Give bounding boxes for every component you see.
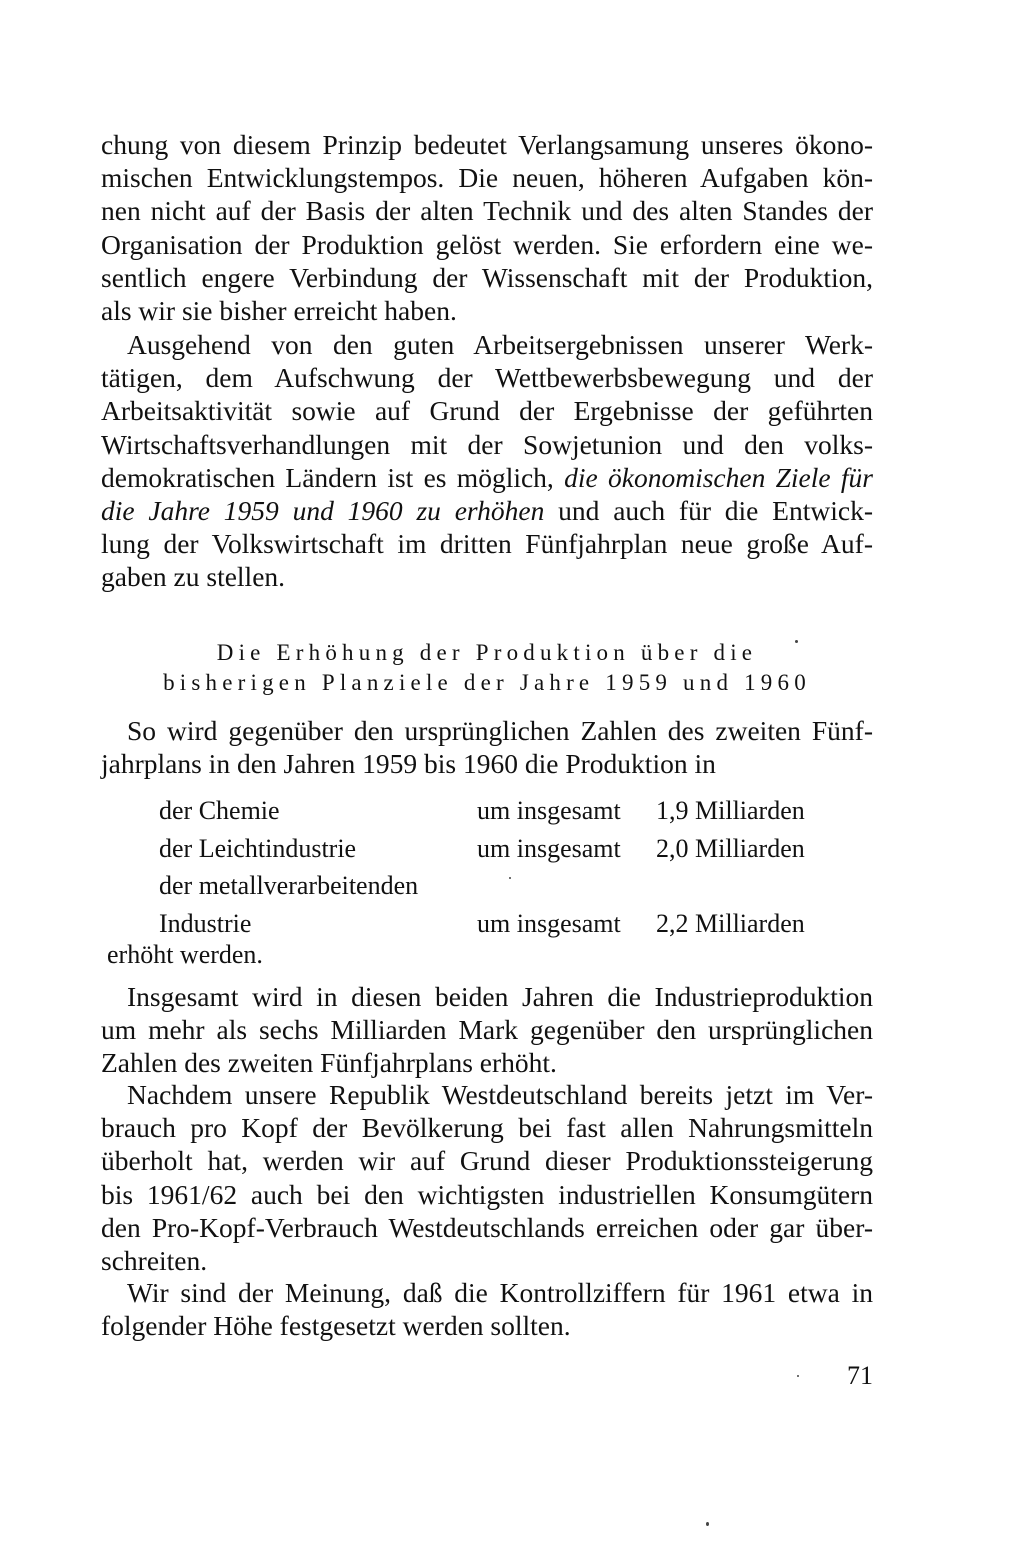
section-heading-line-1: Die Erhöhung der Produktion über die [216, 640, 758, 665]
production-increase-table [159, 792, 873, 942]
amount-cell: 2,0 Milliarden [656, 833, 805, 863]
paragraph-total-increase [101, 980, 873, 1080]
text-line: Ausgehend von den guten Arbeitsergebnissen unserer Werk- [127, 329, 873, 360]
text-line: als wir sie bisher erreicht haben. [101, 295, 457, 327]
paragraph-continuation [101, 128, 873, 327]
sector-cell: Industrie [159, 908, 252, 938]
table-row [159, 830, 873, 868]
text-line: schreiten. [101, 1245, 208, 1277]
print-speck [797, 1375, 799, 1377]
amount-cell: 1,9 Milliarden [656, 796, 805, 825]
table-row [159, 905, 873, 943]
text-line: um mehr als sechs Milliarden Mark gegenüber den ursprünglichen [101, 1014, 873, 1046]
book-page [101, 128, 873, 1408]
text-line: nen nicht auf der Basis der alten Technik und des alten Standes der [101, 195, 873, 227]
print-speck [706, 1522, 709, 1526]
sector-cell: der Leichtindustrie [159, 833, 357, 863]
text-line [101, 494, 873, 527]
text-line: Nachdem unsere Republik Westdeutschland bereits jetzt im Ver- [127, 1079, 873, 1110]
paragraph-production-intro [101, 714, 873, 780]
paragraph-economic-goals [101, 328, 873, 594]
text-line: Wirtschaftsverhandlungen mit der Sowjetunion und den volks- [101, 428, 873, 460]
text-line [101, 461, 873, 494]
text-line: chung von diesem Prinzip bedeutet Verlangsamung unseres ökono- [101, 129, 873, 160]
table-row [159, 867, 873, 905]
paragraph-consumption [101, 1078, 873, 1277]
qualifier-cell: um insgesamt [477, 908, 621, 938]
text-line: Wir sind der Meinung, daß die Kontrollziffern für 1961 etwa in [127, 1277, 873, 1308]
amount-cell: 2,2 Milliarden [656, 908, 805, 938]
text-line: den Pro-Kopf-Verbrauch Westdeutschlands erreichen oder gar über- [101, 1211, 873, 1243]
section-heading-line-2: bisherigen Planziele der Jahre 1959 und 1960 [163, 670, 811, 695]
sector-cell: der metallverarbeitenden [159, 871, 419, 900]
page-number: 71 [847, 1361, 873, 1390]
print-speck [795, 640, 798, 643]
text-line: Insgesamt wird in diesen beiden Jahren die Industrieproduktion [127, 981, 873, 1012]
text-line: mischen Entwicklungstempos. Die neuen, höheren Aufgaben kön- [101, 162, 873, 194]
text-line: überholt hat, werden wir auf Grund dieser Produktionssteigerung [101, 1145, 873, 1177]
text-line: gaben zu stellen. [101, 561, 286, 593]
qualifier-cell: um insgesamt [477, 833, 621, 863]
text-line: Zahlen des zweiten Fünfjahrplans erhöht. [101, 1047, 557, 1079]
table-closing-text: erhöht werden. [107, 940, 263, 969]
emphasized-text: die ökonomischen Ziele für [564, 461, 873, 493]
emphasized-text: die Jahre 1959 und 1960 zu erhöhen [101, 495, 545, 527]
text-line: tätigen, dem Aufschwung der Wettbewerbsbewegung und der [101, 362, 873, 394]
text-line: sentlich engere Verbindung der Wissenschaft mit der Produktion, [101, 261, 873, 293]
text-line: lung der Volkswirtschaft im dritten Fünfjahrplan neue große Auf- [101, 528, 873, 560]
text-line: folgender Höhe festgesetzt werden sollten. [101, 1310, 571, 1342]
paragraph-control-figures [101, 1276, 873, 1342]
print-speck [509, 877, 511, 879]
text-line: So wird gegenüber den ursprünglichen Zahlen des zweiten Fünf- [127, 715, 873, 746]
qualifier-cell: um insgesamt [477, 796, 621, 825]
table-row [159, 792, 873, 830]
text-run: und auch für die Entwick- [544, 495, 873, 527]
text-line: Organisation der Produktion gelöst werden. Sie erfordern eine we- [101, 228, 873, 260]
text-run: demokratischen Ländern ist es möglich, [101, 461, 565, 493]
text-line: jahrplans in den Jahren 1959 bis 1960 die Produktion in [101, 748, 716, 780]
text-line: Arbeitsaktivität sowie auf Grund der Ergebnisse der geführten [101, 395, 873, 427]
sector-cell: der Chemie [159, 796, 280, 825]
text-line: brauch pro Kopf der Bevölkerung bei fast allen Nahrungsmitteln [101, 1112, 873, 1144]
text-line: bis 1961/62 auch bei den wichtigsten industriellen Konsumgütern [101, 1178, 873, 1210]
